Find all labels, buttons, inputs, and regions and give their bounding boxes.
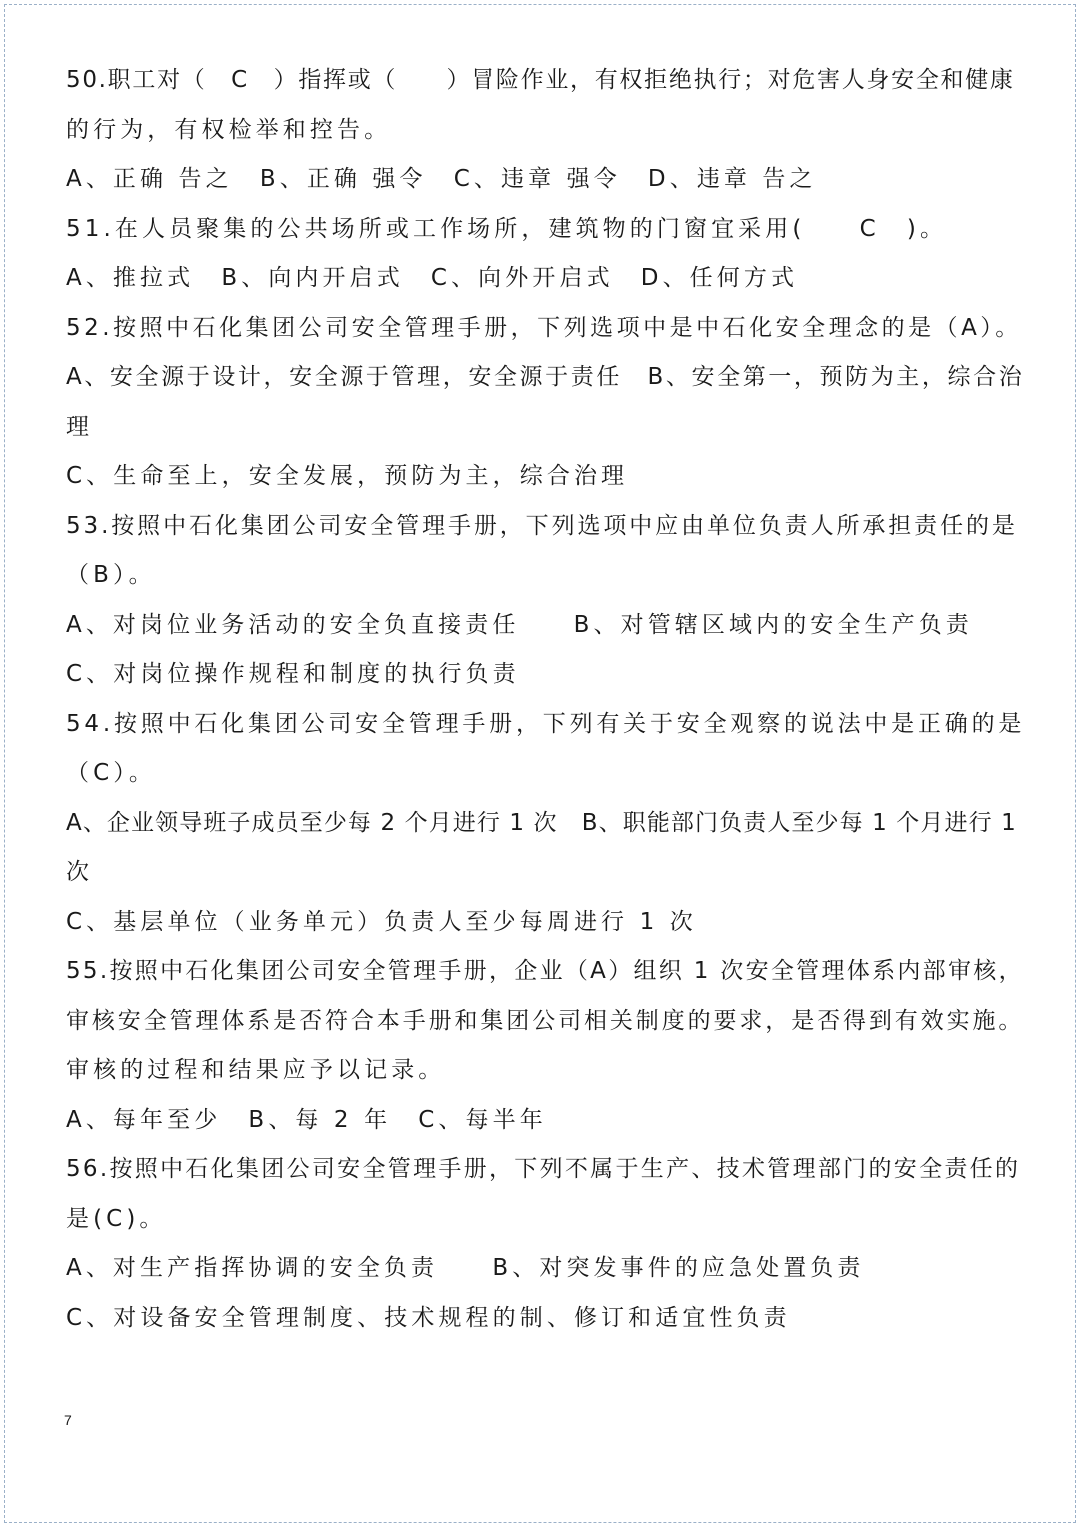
q54-option-c: C、基层单位（业务单元）负责人至少每周进行 1 次 xyxy=(66,908,697,935)
q52-option-ab-cont: 理 xyxy=(66,413,94,440)
q52-option-c: C、生命至上，安全发展，预防为主，综合治理 xyxy=(66,463,629,489)
q54-option-ab: A、企业领导班子成员至少每 2 个月进行 1 次 B、职能部门负责人至少每 1 个月进行 1 xyxy=(66,809,1017,836)
q55-line-2: 审核安全管理体系是否符合本手册和集团公司相关制度的要求，是否得到有效实施。 xyxy=(66,1007,1025,1034)
q53-option-ab: A、对岗位业务活动的安全负直接责任 B、对管辖区域内的安全生产负责 xyxy=(66,611,973,638)
q53-question: 53.按照中石化集团公司安全管理手册，下列选项中应由单位负责人所承担责任的是 xyxy=(66,512,1018,539)
q55-line-3: 审核的过程和结果应予以记录。 xyxy=(66,1057,446,1083)
q52-question: 52.按照中石化集团公司安全管理手册，下列选项中是中石化安全理念的是（A）。 xyxy=(66,314,1022,341)
q54-option-ab-cont: 次 xyxy=(66,859,94,885)
q56-question: 56.按照中石化集团公司安全管理手册，下列不属于生产、技术管理部门的安全责任的 xyxy=(66,1156,1021,1182)
q54-answer: （C）。 xyxy=(66,760,156,786)
question-text xyxy=(66,56,1026,1343)
q50-line-2: 的行为，有权检举和控告。 xyxy=(66,116,392,143)
q51-question: 51.在人员聚集的公共场所或工作场所，建筑物的门窗宜采用( C )。 xyxy=(66,215,948,242)
page-number: 7 xyxy=(64,1412,72,1428)
q54-question: 54.按照中石化集团公司安全管理手册，下列有关于安全观察的说法中是正确的是 xyxy=(66,710,1026,737)
q51-options: A、推拉式 B、向内开启式 C、向外开启式 D、任何方式 xyxy=(66,265,799,291)
q53-option-c: C、对岗位操作规程和制度的执行负责 xyxy=(66,661,520,687)
q56-option-ab: A、对生产指挥协调的安全负责 B、对突发事件的应急处置负责 xyxy=(66,1255,865,1281)
q53-answer: （B）。 xyxy=(66,562,156,588)
q50-options: A、正确 告之 B、正确 强令 C、违章 强令 D、违章 告之 xyxy=(66,166,817,192)
q55-line-1: 55.按照中石化集团公司安全管理手册，企业（A）组织 1 次安全管理体系内部审核， xyxy=(66,958,1024,984)
q56-answer: 是(C)。 xyxy=(66,1205,167,1232)
q56-option-c: C、对设备安全管理制度、技术规程的制、修订和适宜性负责 xyxy=(66,1304,791,1331)
q55-options: A、每年至少 B、每 2 年 C、每半年 xyxy=(66,1106,547,1133)
q50-line-1: 50.职工对（ C ）指挥或（ ）冒险作业，有权拒绝执行；对危害人身安全和健康 xyxy=(66,67,1015,93)
q52-option-ab: A、安全源于设计，安全源于管理，安全源于责任 B、安全第一，预防为主，综合治 xyxy=(66,364,1025,390)
